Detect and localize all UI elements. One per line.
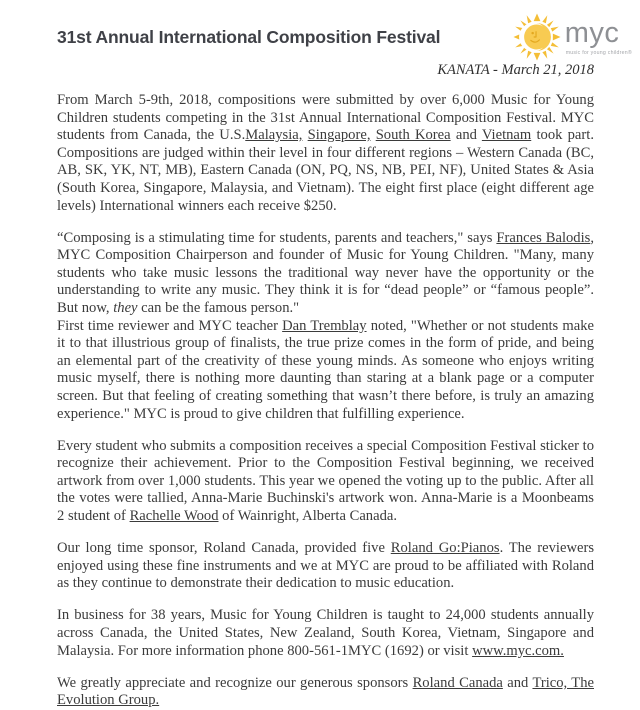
link-roland-go-pianos[interactable]: Roland Go:Pianos [390,540,500,557]
paragraph-1 [57,92,594,215]
paragraph-1-text-part-2: and [450,127,482,144]
document-header [0,0,640,92]
paragraph-5-text-part-2: . The reviewers enjoyed using these fine instruments and we at MYC are proud to be affiliated with Roland as they continue to demonstrate their dedication to music education. [57,540,595,592]
document-body [0,92,640,710]
link-trico-evolution-group[interactable]: Trico, The Evolution Group. [57,674,594,709]
link-rachelle-wood[interactable]: Rachelle Wood [129,508,219,525]
emphasis-they: they [113,300,138,317]
paragraph-4-text-part-1: Every student who submits a composition receives a special Composition Festival sticker to recognize their achievement. Prior to the Composition Festival beginning, we received artwork from over 1,000 students. This year we opened the voting up to the public. After all the votes were tallied, Anna-Marie Buchinski's artwork won. Anna-Marie is a Moonbeams 2 student of [57,437,594,525]
link-roland-canada[interactable]: Roland Canada [412,674,503,691]
paragraph-4-text-part-2: of Wainright, Alberta Canada. [218,508,397,525]
wordmark-tagline: music for young children® [565,49,632,56]
paragraph-5 [57,540,594,593]
paragraph-3 [57,318,594,424]
paragraph-7 [57,675,594,710]
page-title: 31st Annual International Composition Festival [57,27,441,47]
paragraph-7-text-part-1: We greatly appreciate and recognize our generous sponsors [57,674,413,691]
paragraph-3-text-part-1: First time reviewer and MYC teacher [57,317,283,334]
paragraph-1-text-part-3: took part. Compositions are judged within their level in four different regions – Western Canada (BC, AB, SK, YK, NT, MB), Eastern Canada (ON, PQ, NS, NB, PEI, NF), United States & Asia (South Korea, Singapore, Malaysia, and Vietnam). The eight first place (eight different age levels) International winners each receive $250. [57,127,594,214]
myc-wordmark [565,18,632,55]
paragraph-3-text-part-2: noted, "Whether or not students make it to that illustrious group of finalists, the true prize comes in the form of pride, and being an elemental part of the creativity of these young minds. As someone who enjoys writing music myself, there is nothing more daunting than staring at a blank page or a computer screen. But that feeling of creating something that wasn’t there before, is truly an amazing experience." MYC is proud to give children that fulfilling experience. [57,317,594,422]
paragraph-6 [57,607,594,660]
myc-logo [513,13,632,61]
wordmark-text: myc [564,17,620,50]
paragraph-4 [57,438,594,526]
paragraph-2-text-part-1: “Composing is a stimulating time for students, parents and teachers," says [57,229,497,246]
link-myc-website[interactable]: www.myc.com. [472,642,564,659]
dateline: KANATA - March 21, 2018 [437,62,594,78]
paragraph-5-text-part-1: Our long time sponsor, Roland Canada, provided five [57,540,391,557]
link-dan-tremblay[interactable]: Dan Tremblay [282,317,367,334]
link-singapore[interactable]: Singapore, [307,127,371,144]
paragraph-2-text-part-3: can be the famous person." [137,300,300,317]
link-vietnam[interactable]: Vietnam [481,127,532,144]
paragraph-1-text-part-1: From March 5-9th, 2018, compositions were submitted by over 6,000 Music for Young Children students competing in the 31st Annual International Composition Festival. MYC students from Canada, the U.S. [57,92,594,144]
link-frances-balodis[interactable]: Frances Balodis [496,229,591,246]
paragraph-7-text-part-2: and [502,674,533,691]
paragraph-2-text-part-2: , MYC Composition Chairperson and founder of Music for Young Children. "Many, many students who take music lessons the traditional way never have the opportunity or the understanding to write any music. They think it is for “dead people” or “famous people”. But now, [57,229,594,317]
paragraph-2 [57,230,594,318]
link-malaysia[interactable]: Malaysia, [245,127,303,144]
link-south-korea[interactable]: South Korea [375,127,451,144]
paragraph-6-text-part-1: In business for 38 years, Music for Young Children is taught to 24,000 students annually across Canada, the United States, New Zealand, South Korea, Vietnam, Singapore and Malaysia. For more information phone 800-561-1MYC (1692) or visit [57,607,594,659]
sun-smiling-face-icon [513,13,561,61]
